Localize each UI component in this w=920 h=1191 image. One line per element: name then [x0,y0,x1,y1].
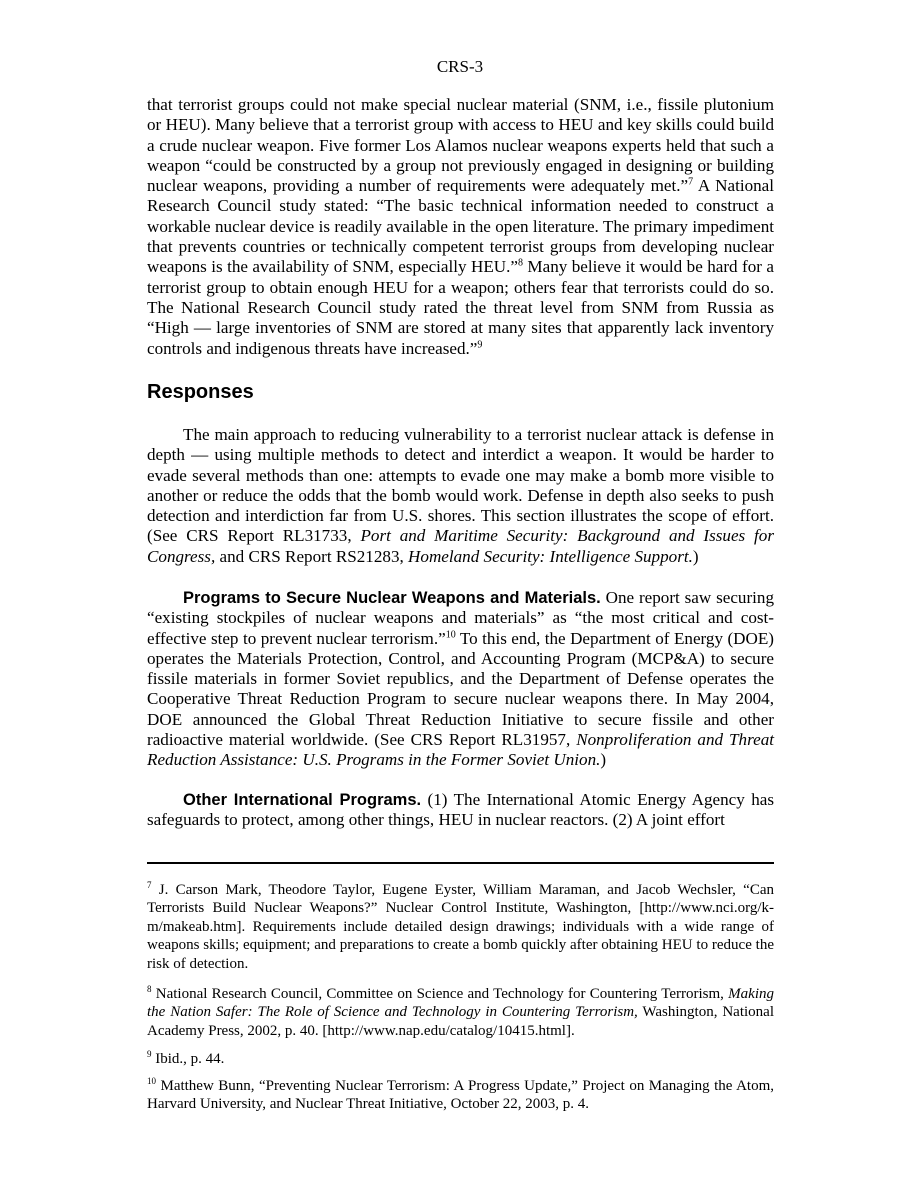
footnote-title-8: Making the Nation Safer: The Role of Science and Technology in Countering Terrorism, [147,986,774,1021]
footnote-9 [147,1050,774,1068]
footnote-ref-7[interactable]: 7 [688,176,694,188]
responses-text-3: ) [692,546,699,566]
footnote-text-7: J. Carson Mark, Theodore Taylor, Eugene Eyster, William Maraman, and Jacob Wechsler, “Can Terrorists Build Nuclear Weapons?” Nuclear Control Institute, Washington, [http://www.nci.org/k-m/makeab.htm]. Requirements include detailed design drawings; individuals with a wide range of weapons skills; equipment; and preparations to create a bomb quickly after obtaining HEU to reduce the risk of detection. [147,882,774,972]
footnote-text-8a: National Research Council, Committee on Science and Technology for Countering Terrorism, [151,986,729,1002]
footnote-separator [147,862,774,864]
footnote-text-8b: Washington, National Academy Press, 2002, p. 40. [http://www.nap.edu/catalog/10415.html]. [147,1004,774,1039]
programs-text-2: To this end, the Department of Energy (DOE) operates the Materials Protection, Control, and Accounting Program (MCP&A) to secure fissile materials in former Soviet republics, and the Department of Defense operates the Cooperative Threat Reduction Program to secure nuclear weapons there. In May 2004, DOE announced the Global Threat Reduction Initiative to secure fissile and other radioactive material worldwide. (See CRS Report RL31957, [147,628,774,750]
page-number: CRS-3 [436,57,484,76]
intro-text-1: that terrorist groups could not make special nuclear material (SNM, i.e., fissile plutonium or HEU). Many believe that a terrorist group with access to HEU and key skills could build a crude nuclear weapon. Five former Los Alamos nuclear weapons experts held that such a weapon “could be constructed by a group not previously engaged in designing or building nuclear weapons, providing a number of requirements were adequately met.” [147,95,774,196]
intro-text-3: Many believe it would be hard for a terrorist group to obtain enough HEU for a weapon; others fear that terrorists could do so. The National Research Council study rated the threat level from SNM from Russia as “High — large inventories of SNM are stored at many sites that apparently lack inventory controls and indigenous threats have increased.” [147,257,774,358]
section-heading-responses: Responses [147,381,254,403]
report-title-homeland-security: Homeland Security: Intelligence Support. [408,546,693,566]
footnote-number-10: 10 [147,1076,156,1086]
programs-text-1: One report saw securing “existing stockpiles of nuclear weapons and materials” as “the most critical and cost-effective step to prevent nuclear terrorism.” [147,588,774,648]
footnote-ref-8[interactable]: 8 [517,257,523,269]
programs-paragraph [147,588,774,771]
programs-text-3: ) [600,750,607,770]
run-in-heading-international: Other International Programs. [183,791,422,809]
footnote-7 [147,881,774,973]
report-title-port-security: Port and Maritime Security: Background and Issues for Congress, [147,526,775,566]
responses-text-2: and CRS Report RS21283, [215,546,409,566]
footnote-number-8: 8 [147,984,152,994]
intro-paragraph [147,95,774,359]
intro-text-2: A National Research Council study stated: “The basic technical information needed to construct a workable nuclear device is readily available in the open literature. The primary impediment that prevents countries or technically competent terrorist groups from developing nuclear weapons is the availability of SNM, especially HEU.” [147,176,774,277]
footnote-text-10: Matthew Bunn, “Preventing Nuclear Terrorism: A Progress Update,” Project on Managing the Atom, Harvard University, and Nuclear Threat Initiative, October 22, 2003, p. 4. [147,1078,774,1113]
responses-paragraph [147,425,774,567]
footnote-10 [147,1077,774,1114]
international-text: (1) The International Atomic Energy Agency has safeguards to protect, among other things, HEU in nuclear reactors. (2) A joint effort [147,790,775,830]
footnote-ref-10[interactable]: 10 [445,628,456,640]
footnote-number-7: 7 [147,880,152,890]
footnote-ref-9[interactable]: 9 [477,338,483,350]
footnote-number-9: 9 [147,1049,152,1059]
footnote-text-9: Ibid., p. 44. [151,1051,225,1067]
international-paragraph [147,790,774,831]
responses-text-1: The main approach to reducing vulnerability to a terrorist nuclear attack is defense in depth — using multiple methods to detect and interdict a weapon. It would be harder to evade several methods than one: attempts to evade one may make a bomb more visible to another or reduce the odds that the bomb would work. Defense in depth also seeks to push detection and interdiction far from U.S. shores. This section illustrates the scope of effort. (See CRS Report RL31733, [147,425,774,546]
report-title-nonproliferation: Nonproliferation and Threat Reduction Assistance: U.S. Programs in the Former Soviet Union. [147,730,775,770]
run-in-heading-programs: Programs to Secure Nuclear Weapons and Materials. [183,589,601,607]
footnote-8 [147,985,774,1040]
